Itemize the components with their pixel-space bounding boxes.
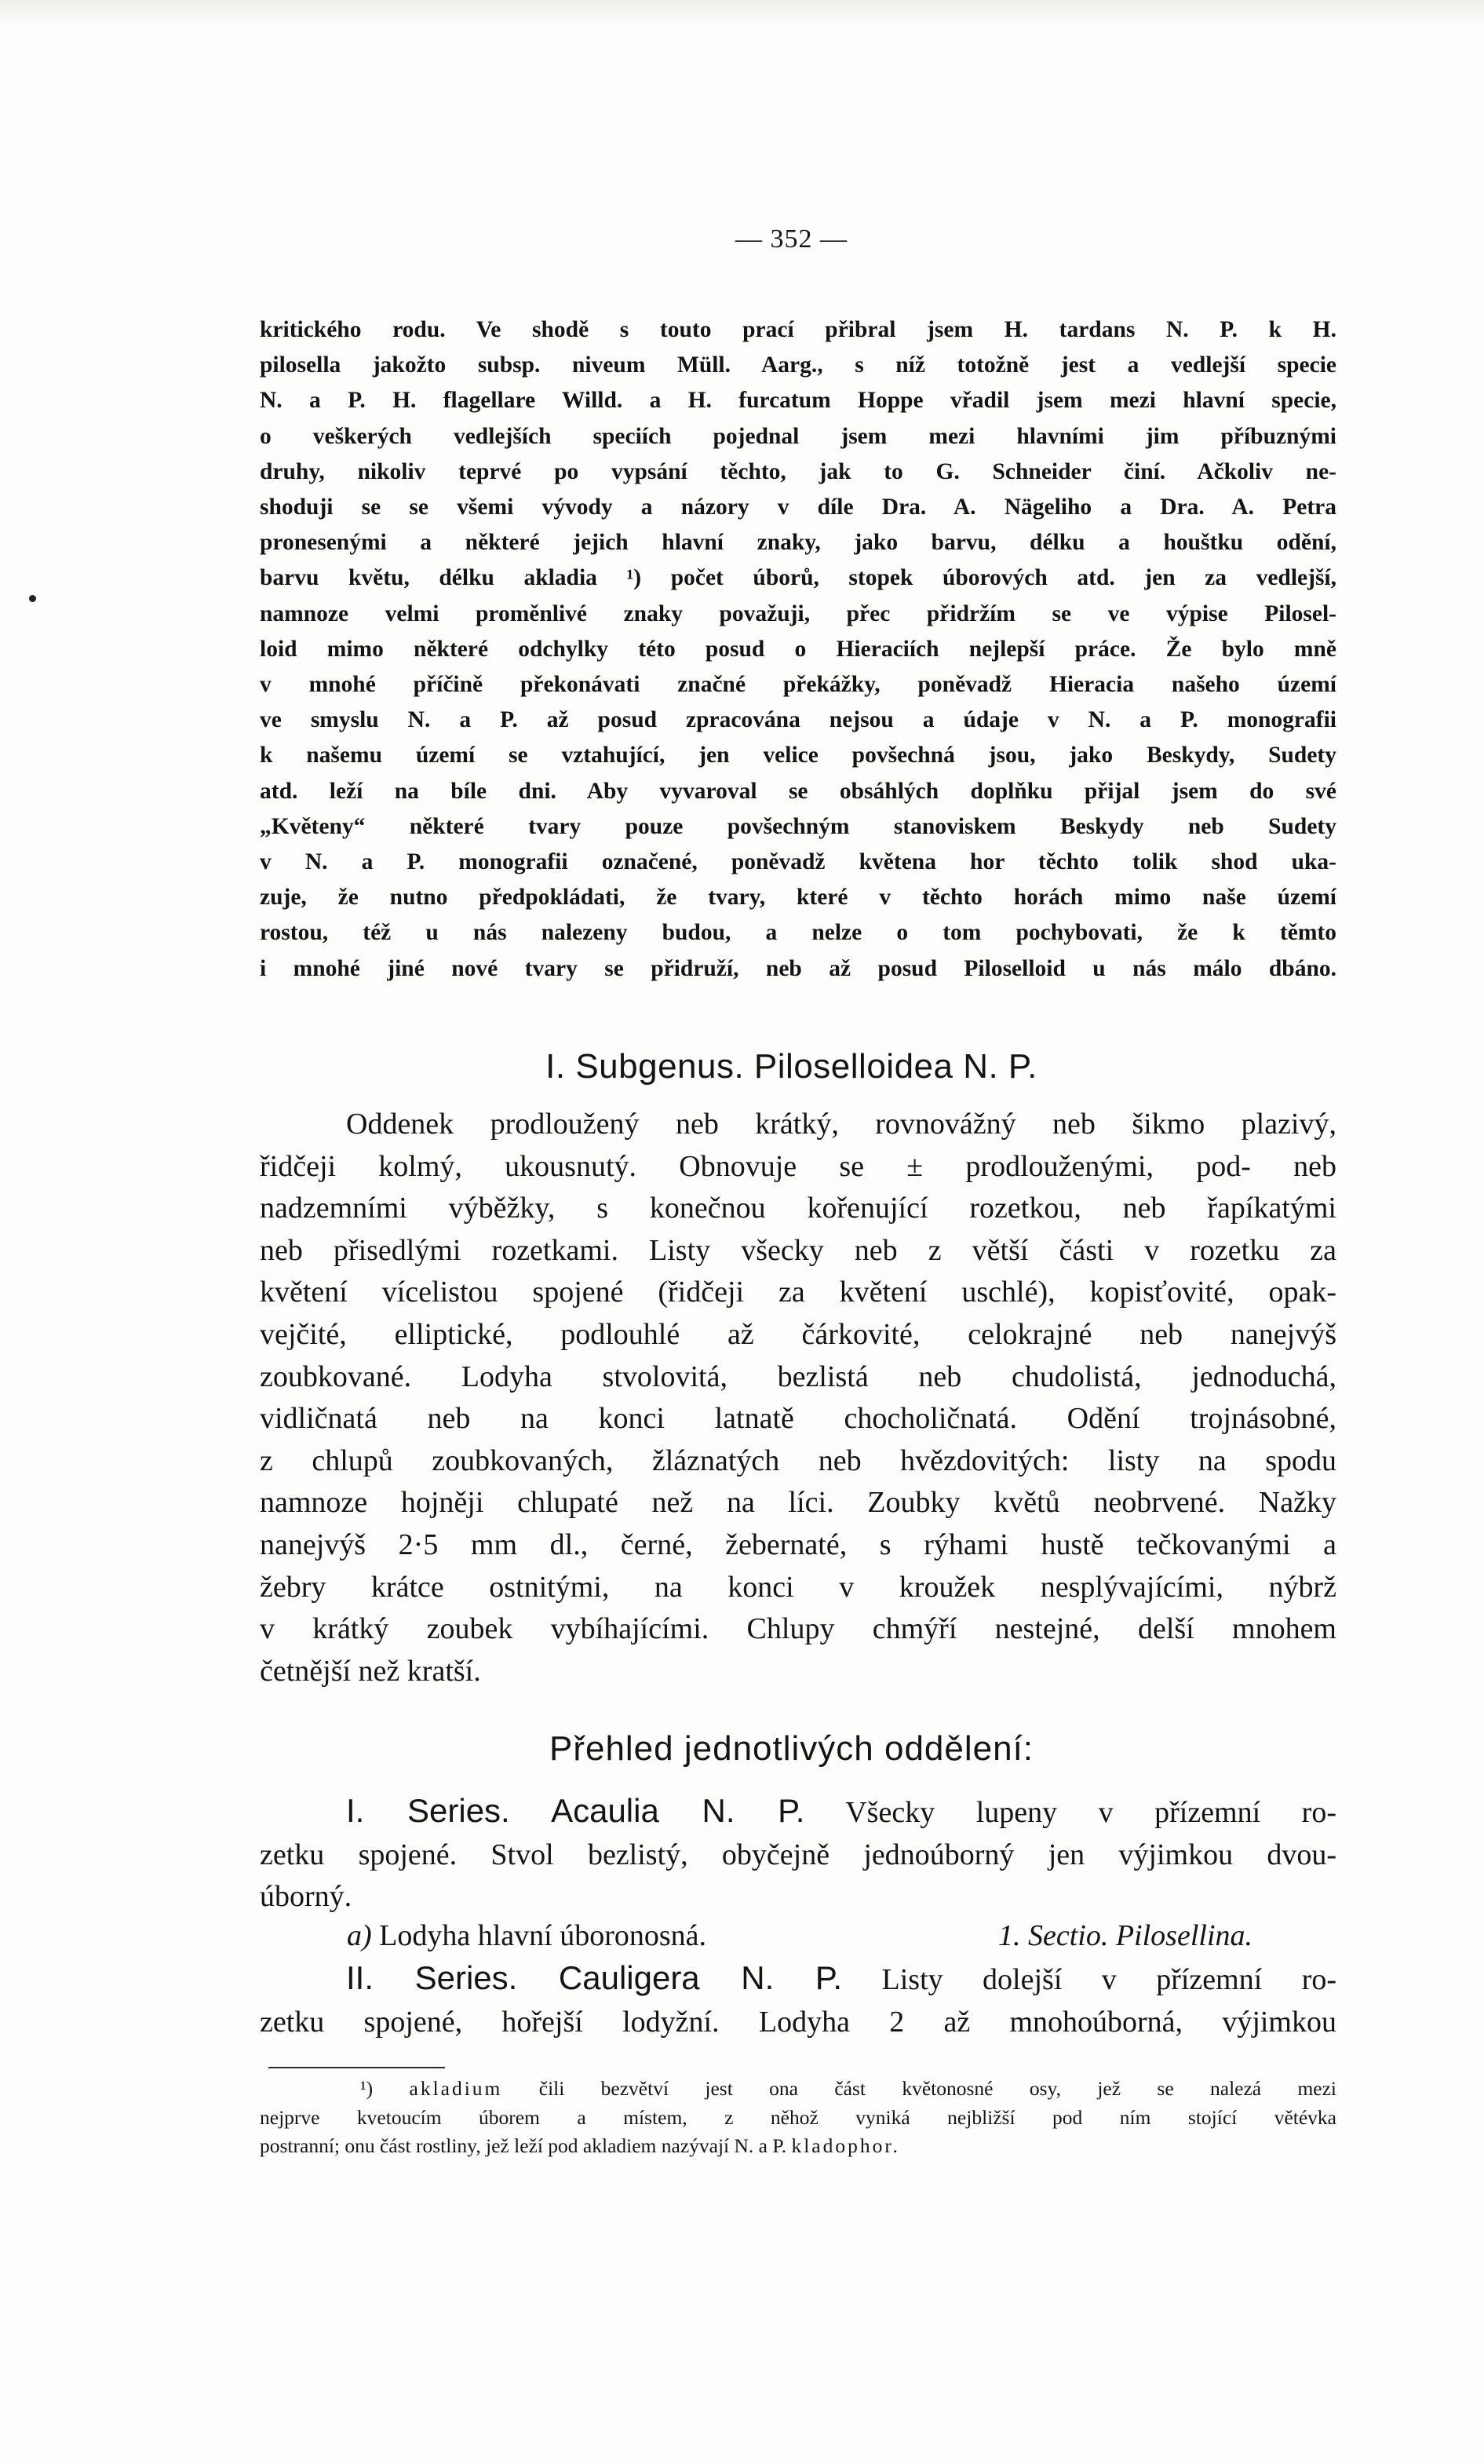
description-line: četnější než kratší. — [260, 1654, 481, 1688]
footnote-line — [260, 2132, 1336, 2161]
intro-line: atd. leží na bíle dni. Aby vyvaroval se obsáhlých doplňku přijal jsem do své — [260, 778, 1336, 804]
description-line: řidčeji kolmý, ukousnutý. Obnovuje se ± prodlouženými, pod- neb — [260, 1149, 1336, 1183]
intro-line: loid mimo některé odchylky této posud o Hieraciích nejlepší práce. Že bylo mně — [260, 636, 1336, 662]
intro-line: ve smyslu N. a P. až posud zpracována nejsou a údaje v N. a P. monografii — [260, 707, 1336, 733]
description-line: v krátký zoubek vybíhajícími. Chlupy chmýří nestejné, delší mnohem — [260, 1612, 1336, 1646]
intro-line: rostou, též u nás nalezeny budou, a nelze o tom pochybovati, že k těmto — [260, 920, 1336, 946]
intro-line: zuje, že nutno předpokládati, že tvary, které v těchto horách mimo naše území — [260, 885, 1336, 911]
footnote-marker: ¹) — [360, 2077, 374, 2100]
overview-heading: Přehled jednotlivých oddělení: — [549, 1729, 1034, 1768]
series-label: I. Series. Acaulia N. P. — [346, 1792, 805, 1829]
subgenus-description — [260, 1104, 1336, 1692]
footnote-text: postranní; onu část rostliny, jež leží pod akladiem nazývají N. a P. — [260, 2134, 787, 2158]
intro-line: shoduji se se všemi vývody a názory v díle Dra. A. Nägeliho a Dra. A. Petra — [260, 495, 1336, 520]
description-line: namnoze hojněji chlupaté než na líci. Zoubky květů neobrvené. Nažky — [260, 1486, 1336, 1520]
scan-edge-shadow — [0, 0, 1484, 28]
intro-paragraph — [260, 312, 1336, 987]
description-line: vidličnatá neb na konci latnatě chocholičnatá. Odění trojnásobné, — [260, 1402, 1336, 1436]
series-text: Listy dolejší v přízemní ro- — [881, 1963, 1336, 1996]
description-line: nanejvýš 2·5 mm dl., černé, žebernaté, s rýhami hustě tečkovanými a — [260, 1528, 1336, 1561]
series-line: zetku spojené, hořejší lodyžní. Lodyha 2 až mnohoúborná, výjimkou — [260, 2005, 1336, 2039]
intro-line: v N. a P. monografii označené, poněvadž květena hor těchto tolik shod uka- — [260, 849, 1336, 875]
sectio-line — [347, 1915, 1336, 1958]
series-line: úborný. — [260, 1880, 352, 1914]
series-line — [260, 1957, 1336, 2002]
series-label: II. Series. Cauligera N. P. — [346, 1959, 843, 1996]
series-text: Všecky lupeny v přízemní ro- — [845, 1796, 1336, 1829]
intro-line: „Květeny“ některé tvary pouze povšechným stanoviskem Beskydy neb Sudety — [260, 813, 1336, 839]
sectio-name: 1. Sectio. Pilosellina. — [998, 1919, 1253, 1952]
footnote-term: kladophor. — [791, 2134, 900, 2158]
description-line: květení vícelistou spojené (řidčeji za květení uschlé), kopisťovité, opak- — [260, 1276, 1336, 1309]
intro-line: i mnohé jiné nové tvary se přidruží, neb až posud Piloselloid u nás málo dbáno. — [260, 955, 1336, 981]
intro-line: kritického rodu. Ve shodě s touto prací přibral jsem H. tardans N. P. k H. — [260, 317, 1336, 342]
series-cauligera — [260, 1957, 1336, 2043]
margin-speck — [29, 595, 36, 602]
intro-line: druhy, nikoliv teprvé po vypsání těchto, jak to G. Schneider činí. Ačkoliv ne- — [260, 458, 1336, 484]
description-line: zoubkované. Lodyha stvolovitá, bezlistá neb chudolistá, jednoduchá, — [260, 1360, 1336, 1393]
footnote-term: akladium — [409, 2077, 503, 2100]
description-line: nadzemními výběžky, s konečnou kořenující rozetkou, neb řapíkatými — [260, 1192, 1336, 1225]
series-line: zetku spojené. Stvol bezlistý, obyčejně jednoúborný jen výjimkou dvou- — [260, 1838, 1336, 1871]
subgenus-heading: I. Subgenus. Piloselloidea N. P. — [545, 1047, 1037, 1086]
intro-line: pilosella jakožto subsp. niveum Müll. Aarg., s níž totožně jest a vedlejší specie — [260, 352, 1336, 378]
page-number: — 352 — — [735, 224, 848, 254]
footnote-rule — [268, 2067, 445, 2068]
description-line: z chlupů zoubkovaných, žláznatých neb hvězdovitých: listy na spodu — [260, 1444, 1336, 1477]
intro-line: pronesenými a některé jejich hlavní znaky, jako barvu, délku a houštku odění, — [260, 530, 1336, 556]
series-line — [260, 1790, 1336, 1834]
intro-line: o veškerých vedlejších speciích pojednal jsem mezi hlavními jim příbuznými — [260, 423, 1336, 449]
intro-line: barvu květu, délku akladia ¹) počet úborů, stopek úborových atd. jen za vedlejší, — [260, 565, 1336, 591]
description-line: vejčité, elliptické, podlouhlé až čárkovité, celokrajné neb nanejvýš — [260, 1317, 1336, 1351]
description-line: žebry krátce ostnitými, na konci v kroužek nesplývajícími, nýbrž — [260, 1570, 1336, 1604]
footnote-line — [260, 2075, 1336, 2104]
description-line: Oddenek prodloužený neb krátký, rovnovážný neb šikmo plazivý, — [346, 1108, 1336, 1141]
intro-line: k našemu území se vztahující, jen velice povšechná jsou, jako Beskydy, Sudety — [260, 743, 1336, 768]
intro-line: N. a P. H. flagellare Willd. a H. furcatum Hoppe vřadil jsem mezi hlavní specie, — [260, 388, 1336, 414]
footnote-text: čili bezvětví jest ona část květonosné osy, jež se nalezá mezi — [538, 2077, 1336, 2100]
footnote-line: nejprve kvetoucím úborem a místem, z něhož vyniká nejbližší pod ním stojící větévka — [260, 2105, 1336, 2129]
sectio-letter: a) — [347, 1919, 372, 1952]
description-line: neb přisedlými rozetkami. Listy všecky neb z větší části v rozetku za — [260, 1233, 1336, 1267]
footnote — [260, 2075, 1336, 2161]
intro-line: v mnohé příčině překonávati značné překážky, poněvadž Hieracia našeho území — [260, 672, 1336, 698]
intro-line: namnoze velmi proměnlivé znaky považuji, přec přidržím se ve výpise Pilosel- — [260, 600, 1336, 626]
sectio-text: Lodyha hlavní úboronosná. — [379, 1919, 707, 1952]
series-acaulia — [260, 1790, 1336, 1918]
